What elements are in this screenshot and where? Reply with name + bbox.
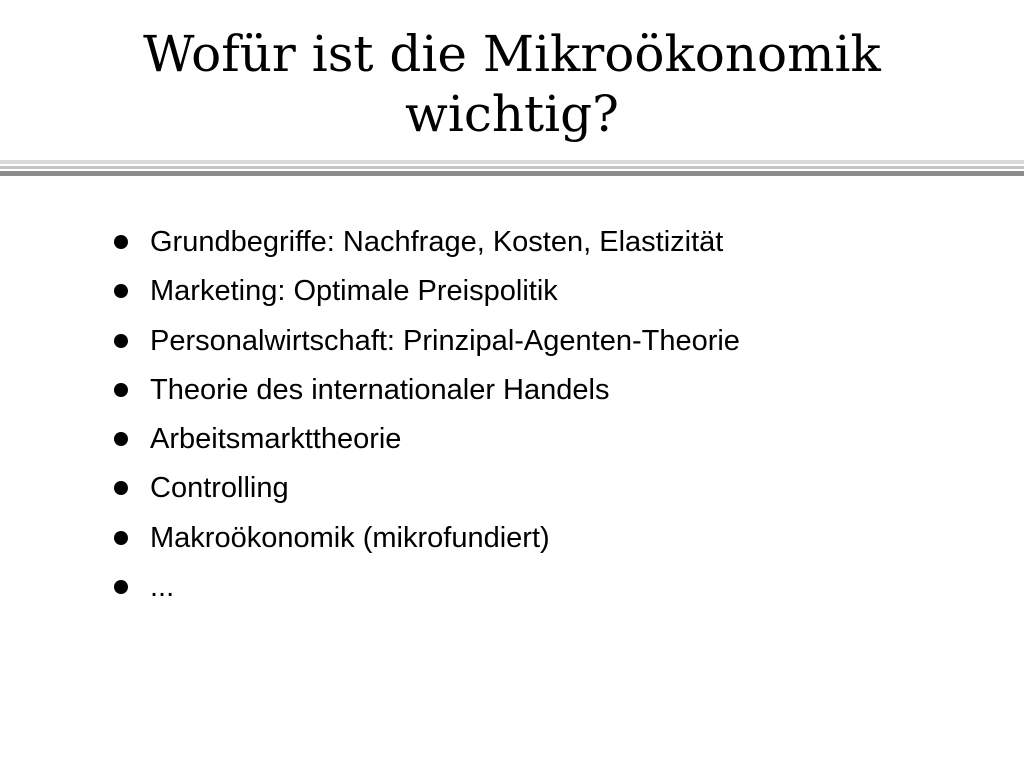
bullet-text: Theorie des internationaler Handels	[150, 373, 610, 406]
slide-title-line-1: Wofür ist die Mikroökonomik	[143, 25, 881, 83]
bullet-text: Arbeitsmarkttheorie	[150, 423, 402, 456]
bullet-text: Controlling	[150, 472, 289, 505]
title-divider-light	[0, 160, 1024, 164]
bullet-icon	[114, 284, 128, 298]
slide-title-line-2: wichtig?	[405, 85, 619, 143]
bullet-icon	[114, 531, 128, 545]
slide-title	[0, 24, 1024, 144]
bullet-icon	[114, 334, 128, 348]
bullet-icon	[114, 235, 128, 249]
title-divider-dark	[0, 171, 1024, 176]
bullet-text: Personalwirtschaft: Prinzipal-Agenten-Theorie	[150, 324, 740, 357]
bullet-text: Makroökonomik (mikrofundiert)	[150, 521, 550, 554]
bullet-icon	[114, 383, 128, 397]
bullet-text: ...	[150, 571, 175, 604]
title-divider-mid	[0, 166, 1024, 169]
bullet-text: Grundbegriffe: Nachfrage, Kosten, Elastizität	[150, 226, 724, 258]
bullet-icon	[114, 432, 128, 446]
bullet-icon	[114, 580, 128, 594]
bullet-icon	[114, 481, 128, 495]
bullet-text: Marketing: Optimale Preispolitik	[150, 275, 558, 308]
